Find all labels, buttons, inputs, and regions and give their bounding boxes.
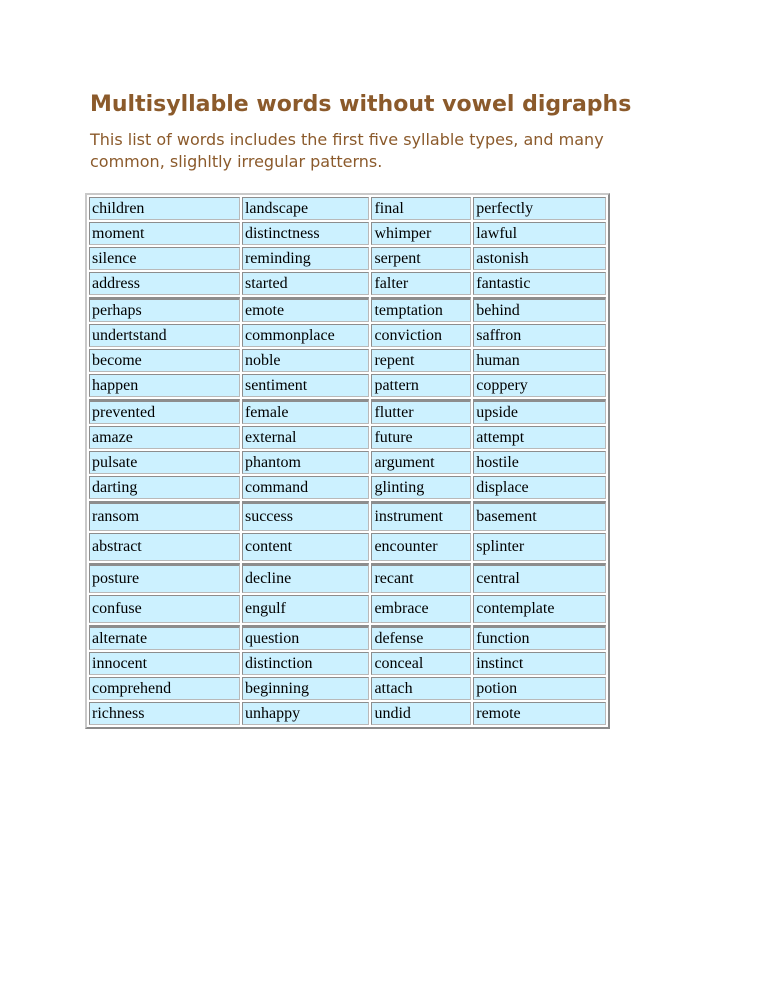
word-cell: started: [242, 272, 369, 295]
table-row: [89, 702, 606, 725]
word-cell: decline: [242, 563, 369, 593]
word-cell: potion: [473, 677, 606, 700]
word-list-table: [85, 193, 610, 729]
word-cell: human: [473, 349, 606, 372]
table-row: [89, 297, 606, 322]
word-cell: command: [242, 476, 369, 499]
word-cell: contemplate: [473, 595, 606, 623]
word-cell: hostile: [473, 451, 606, 474]
word-cell: fantastic: [473, 272, 606, 295]
word-cell: instinct: [473, 652, 606, 675]
table-row: [89, 625, 606, 650]
word-cell: moment: [89, 222, 240, 245]
word-cell: richness: [89, 702, 240, 725]
word-cell: instrument: [371, 501, 471, 531]
word-cell: argument: [371, 451, 471, 474]
table-row: [89, 197, 606, 220]
word-cell: repent: [371, 349, 471, 372]
word-cell: future: [371, 426, 471, 449]
word-cell: undid: [371, 702, 471, 725]
word-cell: conceal: [371, 652, 471, 675]
word-cell: embrace: [371, 595, 471, 623]
word-cell: upside: [473, 399, 606, 424]
word-cell: distinctness: [242, 222, 369, 245]
word-cell: pattern: [371, 374, 471, 397]
word-cell: external: [242, 426, 369, 449]
word-cell: commonplace: [242, 324, 369, 347]
word-cell: noble: [242, 349, 369, 372]
word-cell: glinting: [371, 476, 471, 499]
word-cell: splinter: [473, 533, 606, 561]
word-cell: displace: [473, 476, 606, 499]
word-cell: alternate: [89, 625, 240, 650]
word-cell: innocent: [89, 652, 240, 675]
word-cell: behind: [473, 297, 606, 322]
table-row: [89, 349, 606, 372]
table-row: [89, 652, 606, 675]
table-row: [89, 324, 606, 347]
table-row: [89, 451, 606, 474]
word-cell: temptation: [371, 297, 471, 322]
word-cell: perfectly: [473, 197, 606, 220]
word-cell: conviction: [371, 324, 471, 347]
intro-paragraph: This list of words includes the first five syllable types, and many common, slighltly irregular patterns.: [90, 130, 604, 171]
word-list-body: [89, 197, 606, 725]
word-cell: defense: [371, 625, 471, 650]
word-cell: final: [371, 197, 471, 220]
word-cell: remote: [473, 702, 606, 725]
word-cell: sentiment: [242, 374, 369, 397]
word-cell: pulsate: [89, 451, 240, 474]
word-cell: attempt: [473, 426, 606, 449]
word-cell: children: [89, 197, 240, 220]
word-cell: distinction: [242, 652, 369, 675]
word-cell: recant: [371, 563, 471, 593]
word-cell: whimper: [371, 222, 471, 245]
word-cell: flutter: [371, 399, 471, 424]
table-row: [89, 501, 606, 531]
word-cell: ransom: [89, 501, 240, 531]
word-cell: engulf: [242, 595, 369, 623]
word-cell: astonish: [473, 247, 606, 270]
word-cell: silence: [89, 247, 240, 270]
word-cell: lawful: [473, 222, 606, 245]
word-cell: reminding: [242, 247, 369, 270]
word-cell: beginning: [242, 677, 369, 700]
table-row: [89, 399, 606, 424]
word-cell: attach: [371, 677, 471, 700]
word-cell: phantom: [242, 451, 369, 474]
word-cell: abstract: [89, 533, 240, 561]
table-row: [89, 247, 606, 270]
document-page: [90, 88, 690, 722]
word-cell: question: [242, 625, 369, 650]
table-row: [89, 222, 606, 245]
table-row: [89, 677, 606, 700]
word-cell: saffron: [473, 324, 606, 347]
word-cell: falter: [371, 272, 471, 295]
word-cell: perhaps: [89, 297, 240, 322]
table-row: [89, 595, 606, 623]
page-title: Multisyllable words without vowel digraphs: [90, 92, 632, 117]
word-cell: happen: [89, 374, 240, 397]
word-cell: basement: [473, 501, 606, 531]
word-cell: darting: [89, 476, 240, 499]
word-cell: posture: [89, 563, 240, 593]
word-cell: female: [242, 399, 369, 424]
word-cell: coppery: [473, 374, 606, 397]
word-cell: amaze: [89, 426, 240, 449]
word-cell: content: [242, 533, 369, 561]
table-row: [89, 476, 606, 499]
word-cell: serpent: [371, 247, 471, 270]
table-row: [89, 374, 606, 397]
word-cell: address: [89, 272, 240, 295]
table-row: [89, 426, 606, 449]
word-cell: landscape: [242, 197, 369, 220]
word-cell: comprehend: [89, 677, 240, 700]
word-cell: emote: [242, 297, 369, 322]
word-cell: confuse: [89, 595, 240, 623]
word-cell: become: [89, 349, 240, 372]
word-cell: central: [473, 563, 606, 593]
table-row: [89, 272, 606, 295]
word-cell: function: [473, 625, 606, 650]
word-cell: encounter: [371, 533, 471, 561]
word-cell: success: [242, 501, 369, 531]
word-cell: unhappy: [242, 702, 369, 725]
table-row: [89, 533, 606, 561]
table-row: [89, 563, 606, 593]
word-cell: undertstand: [89, 324, 240, 347]
word-cell: prevented: [89, 399, 240, 424]
